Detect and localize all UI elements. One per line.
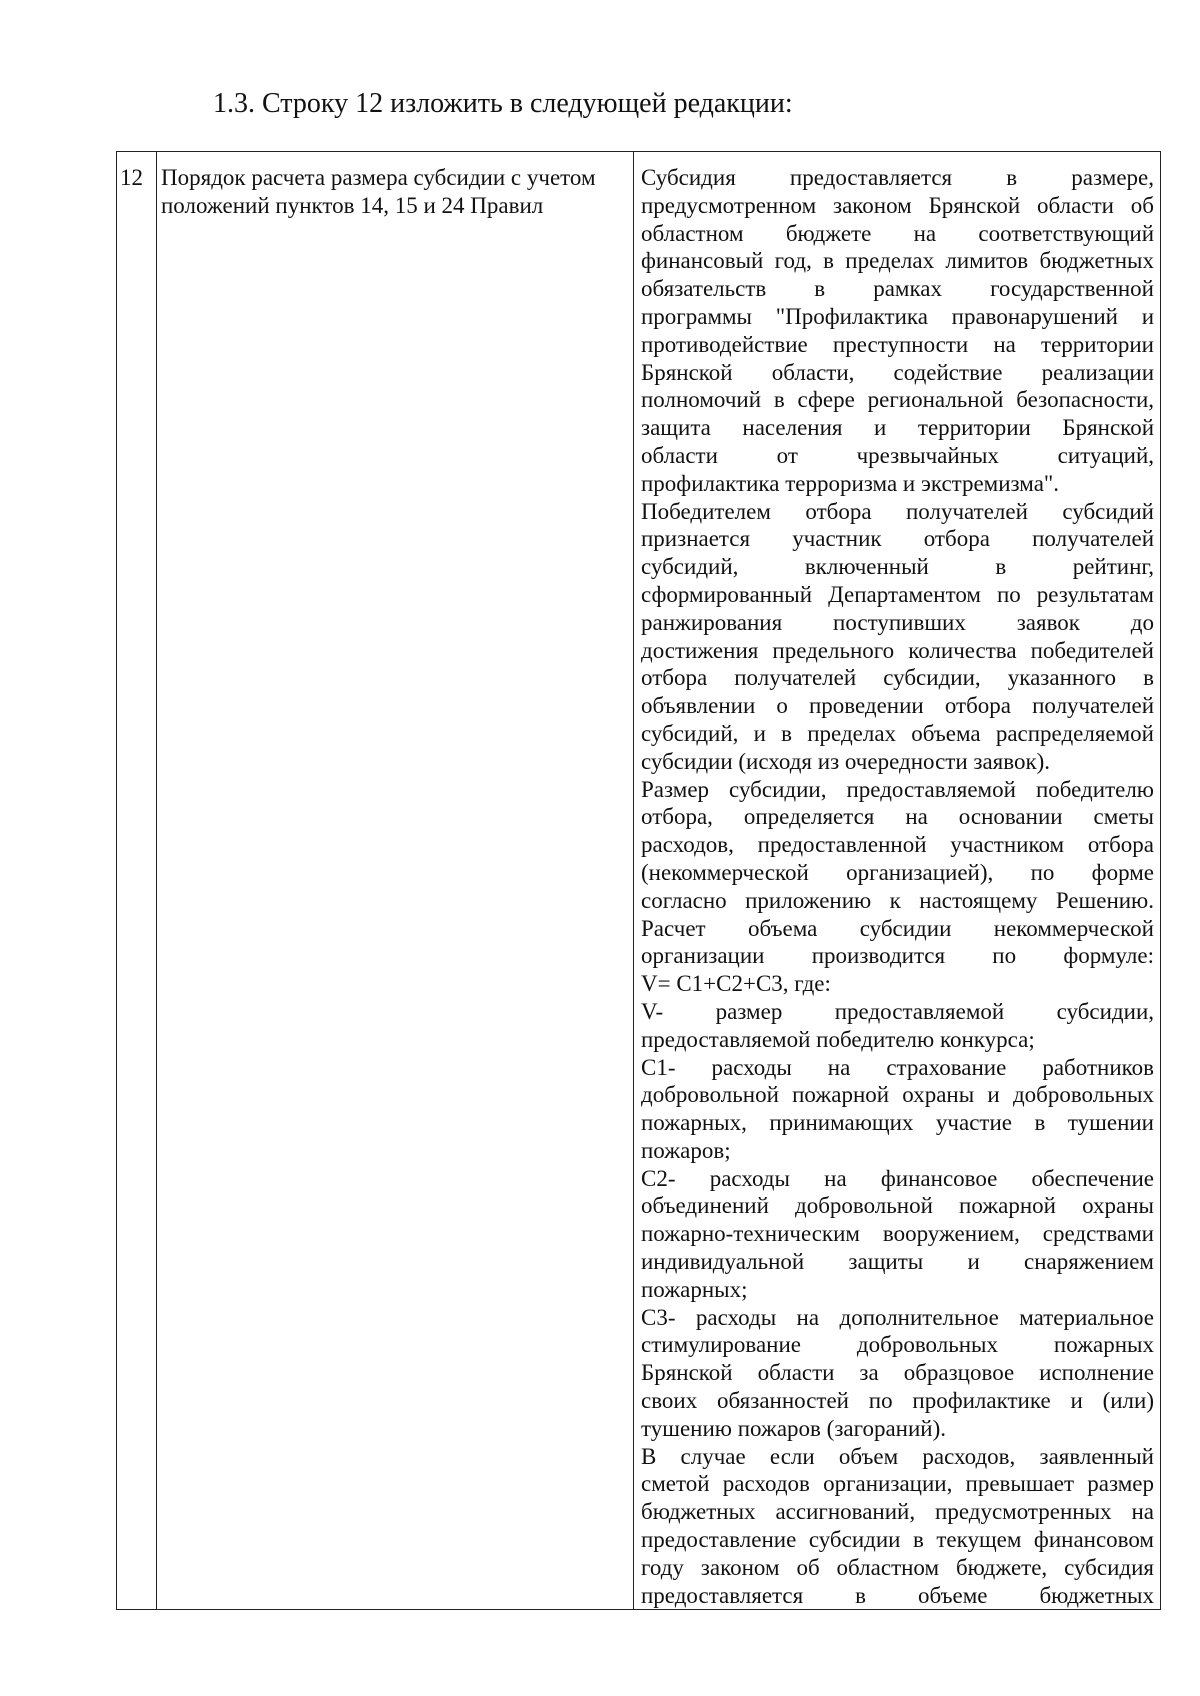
description-line: отбора, определяется на основании сметы [641,804,1154,830]
description-line: году законом об областном бюджете, субсидия [641,1554,1154,1580]
description-line: В случае если объем расходов, заявленный [641,1443,1154,1469]
description-line: (некоммерческой организацией), по форме [641,859,1154,885]
description-line: финансовый год, в пределах лимитов бюджетных [641,248,1154,274]
description-line: V= C1+C2+C3, где: [641,971,831,997]
description-line: признается участник отбора получателей [641,526,1154,552]
description-line: области от чрезвычайных ситуаций, [641,442,1154,468]
description-line: достижения предельного количества победителей [641,637,1154,663]
description-line: C2- расходы на финансовое обеспечение [641,1165,1154,1191]
description-line: областном бюджете на соответствующий [641,220,1154,246]
description-line: расходов, предоставленной участником отбора [641,832,1154,858]
description-line: C1- расходы на страхование работников [641,1054,1154,1080]
section-heading: 1.3. Строку 12 изложить в следующей редакции: [213,88,793,119]
description-line: добровольной пожарной охраны и добровольных [641,1082,1154,1108]
row-description [641,164,1154,1609]
description-line: обязательств в рамках государственной [641,276,1154,302]
description-line: предоставление субсидии в текущем финансовом [641,1527,1154,1553]
description-line: Субсидия предоставляется в размере, [641,165,1154,190]
description-line: C3- расходы на дополнительное материальное [641,1304,1154,1330]
description-line: бюджетных ассигнований, предусмотренных на [641,1499,1154,1525]
description-line: пожаров; [641,1137,731,1163]
description-line: стимулирование добровольных пожарных [641,1332,1154,1358]
row-number: 12 [120,165,143,190]
description-line: тушению пожаров (загораний). [641,1415,947,1441]
description-line: согласно приложению к настоящему Решению. [641,887,1154,913]
description-line: субсидии (исходя из очередности заявок). [641,748,1051,774]
description-line: сформированный Департаментом по результатам [641,581,1154,607]
description-line: Расчет объема субсидии некоммерческой [641,915,1154,941]
description-line: организации производится по формуле: [641,943,1154,969]
description-line: Брянской области, содействие реализации [641,359,1154,385]
description-line: ранжирования поступивших заявок до [641,609,1154,635]
description-line: полномочий в сфере региональной безопасности, [641,387,1154,413]
description-line: сметой расходов организации, превышает размер [641,1471,1154,1497]
description-line: пожарных, принимающих участие в тушении [641,1110,1154,1136]
description-line: защита населения и территории Брянской [641,415,1154,441]
row-name: Порядок расчета размера субсидии с учетом положений пунктов 14, 15 и 24 Правил [161,165,596,218]
description-line: отбора получателей субсидии, указанного в [641,665,1154,691]
row-name-cell [157,152,634,1610]
description-line: пожарных; [641,1276,748,1302]
description-line: пожарно-техническим вооружением, средствами [641,1221,1154,1247]
description-line: предоставляется в объеме бюджетных [641,1582,1154,1608]
description-line: V- размер предоставляемой субсидии, [641,998,1154,1024]
description-line: Размер субсидии, предоставляемой победителю [641,776,1154,802]
row-description-cell [634,152,1161,1610]
description-line: субсидий, включенный в рейтинг, [641,554,1154,580]
amendment-table [116,151,1161,1610]
description-line: Победителем отбора получателей субсидий [641,498,1154,524]
description-line: профилактика терроризма и экстремизма". [641,470,1060,496]
description-line: индивидуальной защиты и снаряжением [641,1249,1154,1275]
description-line: программы "Профилактика правонарушений и [641,303,1154,329]
description-line: предусмотренном законом Брянской области об [641,192,1154,218]
description-line: своих обязанностей по профилактике и (или) [641,1388,1154,1414]
description-line: объединений добровольной пожарной охраны [641,1193,1154,1219]
description-line: субсидий, и в пределах объема распределяемой [641,720,1154,746]
description-line: предоставляемой победителю конкурса; [641,1026,1035,1052]
description-line: Брянской области за образцовое исполнение [641,1360,1154,1386]
table-row [117,152,1161,1610]
description-line: объявлении о проведении отбора получателей [641,693,1154,719]
description-line: противодействие преступности на территории [641,331,1154,357]
row-number-cell [117,152,157,1610]
